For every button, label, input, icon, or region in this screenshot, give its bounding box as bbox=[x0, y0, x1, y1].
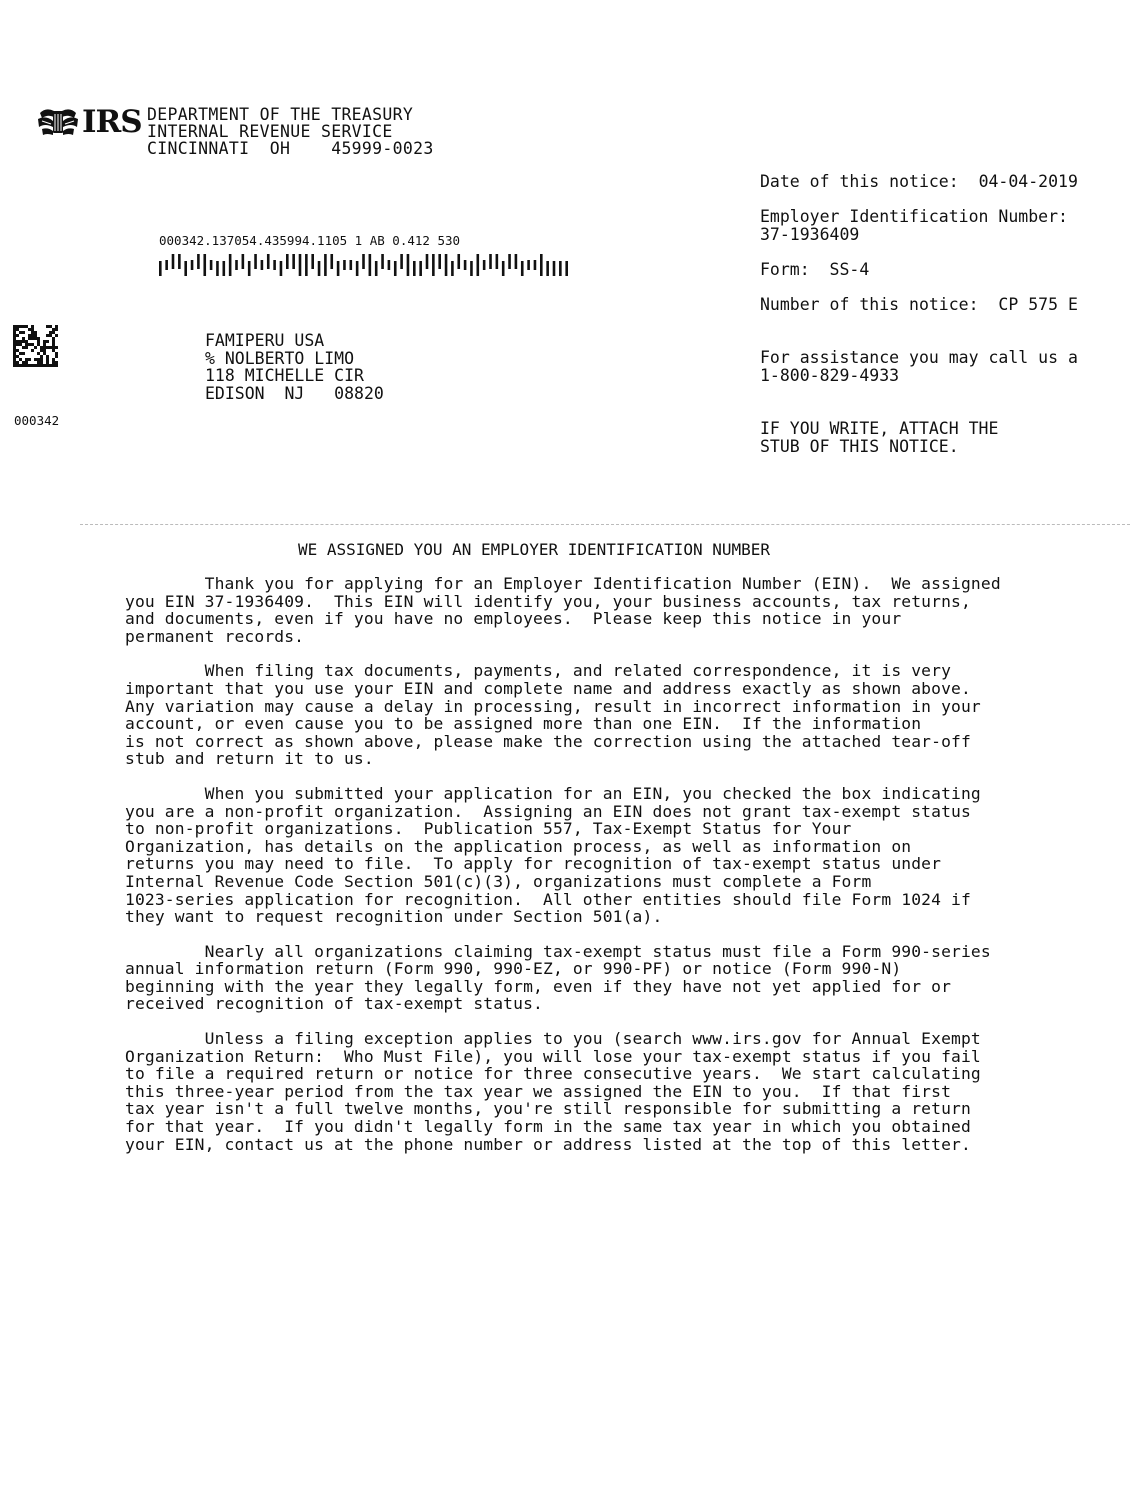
form-row bbox=[760, 261, 1131, 279]
address-line: EDISON NJ 08820 bbox=[205, 383, 384, 403]
recipient-address bbox=[205, 332, 384, 402]
address-line: 118 MICHELLE CIR bbox=[205, 366, 364, 385]
write-instruction-line: IF YOU WRITE, ATTACH THE bbox=[760, 419, 999, 438]
form-value: SS-4 bbox=[829, 260, 870, 279]
sender-block bbox=[147, 106, 434, 157]
body-paragraph: Unless a filing exception applies to you (search www.irs.gov for Annual Exempt Organization Return: Who Must File), you will lose your tax-exempt status if you fail to file a required return or notice for three consecutive years. We start calculating this three-year period from the tax year we assigned the EIN to you. If that first tax year isn't a full twelve months, you're still responsible for submitting a return for that year. If you didn't legally form in the same tax year in which you obtained your EIN, contact us at the phone number or address listed at the top of this letter. bbox=[125, 1029, 981, 1154]
divider bbox=[80, 524, 1130, 525]
notice-date-label: Date of this notice: bbox=[760, 172, 959, 191]
form-label: Form: bbox=[760, 260, 810, 279]
notice-number-row bbox=[760, 296, 1131, 314]
assistance-label: For assistance you may call us a bbox=[760, 348, 1078, 367]
notice-number-label: Number of this notice: bbox=[760, 295, 979, 314]
address-line: % NOLBERTO LIMO bbox=[205, 348, 355, 368]
qr-code-icon bbox=[13, 325, 58, 367]
notice-date-row bbox=[760, 173, 1131, 191]
body-paragraph: When filing tax documents, payments, and related correspondence, it is very important that you use your EIN and complete name and address exactly as shown above. Any variation may cause a delay in processing, result in incorrect information in your account, or even cause you to be assigned more than one EIN. If the information is not correct as shown above, please make the correction using the attached tear-off stub and return it to us. bbox=[125, 661, 981, 769]
tracking-code: 000342.137054.435994.1105 1 AB 0.412 530 bbox=[159, 233, 461, 248]
ein-value: 37-1936409 bbox=[760, 225, 860, 244]
sender-line: DEPARTMENT OF THE TREASURY bbox=[147, 105, 414, 124]
notice-body bbox=[125, 575, 1125, 1153]
notice-date-value: 04-04-2019 bbox=[978, 172, 1078, 191]
notice-info bbox=[760, 173, 1131, 456]
address-line: FAMIPERU USA bbox=[205, 331, 325, 350]
sender-line: INTERNAL REVENUE SERVICE bbox=[147, 122, 393, 141]
irs-eagle-icon bbox=[36, 105, 80, 139]
body-paragraph: When you submitted your application for an EIN, you checked the box indicating you are a non-profit organization. Assigning an EIN does not grant tax-exempt status to non-profit organizations. Publication 557, Tax-Exempt Status for Your Organization, has details on the application process, as well as information on returns you may need to file. To apply for recognition of tax-exempt status under Internal Revenue Code Section 501(c)(3), organizations must complete a Form 1023-series application for recognition. All other entities should file Form 1024 if they want to request recognition under Section 501(a). bbox=[125, 783, 981, 927]
barcode-icon bbox=[159, 254, 573, 276]
irs-logo bbox=[36, 104, 142, 140]
notice-heading: WE ASSIGNED YOU AN EMPLOYER IDENTIFICATION NUMBER bbox=[298, 540, 771, 559]
notice-number-value: CP 575 E bbox=[998, 295, 1078, 314]
body-paragraph: Nearly all organizations claiming tax-exempt status must file a Form 990-series annual information return (Form 990, 990-EZ, or 990-PF) or notice (Form 990-N) beginning with the year they legally form, even if they have not yet applied for or received recognition of tax-exempt status. bbox=[125, 941, 991, 1014]
ein-label: Employer Identification Number: bbox=[760, 207, 1068, 226]
write-instruction-line: STUB OF THIS NOTICE. bbox=[760, 437, 959, 456]
page-id: 000342 bbox=[14, 413, 60, 428]
irs-logo-text: IRS bbox=[82, 104, 142, 140]
assistance-phone: 1-800-829-4933 bbox=[760, 366, 900, 385]
sender-line: CINCINNATI OH 45999-0023 bbox=[147, 139, 434, 158]
body-paragraph: Thank you for applying for an Employer Identification Number (EIN). We assigned you EIN 37-1936409. This EIN will identify you, your business accounts, tax returns, and documents, even if you have no employees. Please keep this notice in your permanent records. bbox=[125, 574, 1001, 646]
